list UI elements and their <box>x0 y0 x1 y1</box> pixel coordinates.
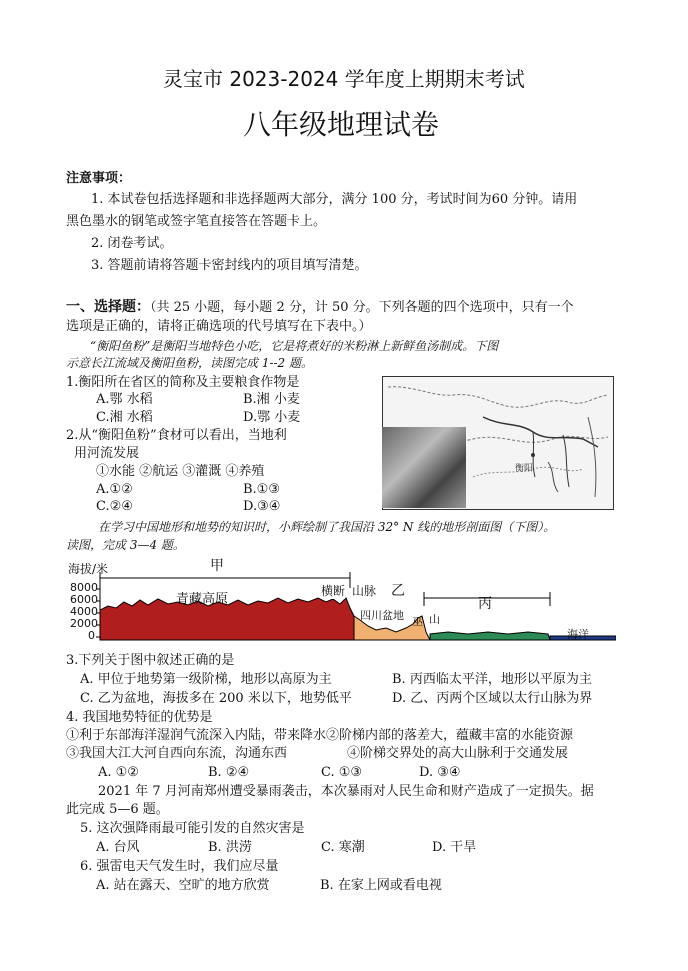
profile-label-sichuan: 四川盆地 <box>360 609 404 622</box>
section-1-desc: （共 25 小题，每小题 2 分，计 50 分。下列各题的四个选项中，只有一个 <box>150 300 574 315</box>
q4-line-2a: ③我国大江大河自西向东流，沟通东西 <box>66 746 288 761</box>
profile-label-shan: 山 <box>429 613 440 626</box>
q2-option-c: C.②④ <box>96 499 133 514</box>
q3-option-a: A. 甲位于地势第一级阶梯，地形以高原为主 <box>80 672 332 687</box>
q4-option-b: B. ②④ <box>208 765 250 780</box>
intro-1-line-2: 示意长江流域及衡阳鱼粉，读图完成 1--2 题。 <box>66 356 314 370</box>
profile-ytick-8000: 8000 <box>70 581 98 594</box>
profile-label-yi: 乙 <box>391 583 405 599</box>
q3-option-d: D. 乙、丙两个区域以太行山脉为界 <box>392 691 593 706</box>
section-1-header <box>66 298 574 317</box>
profile-label-shanmai: 山脉 <box>352 584 377 598</box>
profile-label-qingzang: 青藏高原 <box>176 592 229 607</box>
profile-ytick-0: 0 <box>88 629 95 642</box>
q3-option-c: C. 乙为盆地，海拔多在 200 米以下，地势低平 <box>80 691 352 706</box>
profile-ytick-4000: 4000 <box>70 605 98 618</box>
notice-line-3: 3. 答题前请将答题卡密封线内的项目填写清楚。 <box>91 258 368 273</box>
notice-line-1: 1. 本试卷包括选择题和非选择题两大部分，满分 100 分，考试时间为60 分钟。请用 <box>91 192 578 207</box>
profile-label-wu: 巫 <box>412 615 423 628</box>
q4-option-a: A. ①② <box>98 765 139 780</box>
q1-option-a: A.鄂 水稻 <box>96 392 153 407</box>
q4-stem: 4. 我国地势特征的优势是 <box>66 710 213 725</box>
q5-option-b: B. 洪涝 <box>208 840 252 855</box>
q1-option-c: C.湘 水稻 <box>96 410 153 425</box>
notice-line-2: 2. 闭卷考试。 <box>91 236 173 251</box>
paper-title: 八年级地理试卷 <box>243 108 440 141</box>
profile-ytick-2000: 2000 <box>70 617 98 630</box>
q2-stem-1: 2.从“衡阳鱼粉”食材可以看出，当地利 <box>66 428 287 443</box>
intro-2-line-2: 读图，完成 3—4 题。 <box>66 538 185 552</box>
profile-label-haiyang: 海洋 <box>567 628 589 641</box>
profile-label-bing: 丙 <box>478 596 492 612</box>
q4-line-1: ①利于东部海洋湿润气流深入内陆，带来降水②阶梯内部的落差大，蕴藏丰富的水能资源 <box>66 728 574 743</box>
intro-3-line-2: 此完成 5—6 题。 <box>66 802 169 817</box>
profile-label-jia: 甲 <box>210 558 224 574</box>
q6-option-a: A. 站在露天、空旷的地方欣赏 <box>96 878 270 893</box>
q2-option-a: A.①② <box>96 482 133 497</box>
profile-label-hengduan: 横断 <box>321 584 346 598</box>
q5-option-d: D. 干旱 <box>432 840 477 855</box>
q3-option-b: B. 丙西临太平洋，地形以平原为主 <box>392 672 592 687</box>
notice-heading: 注意事项： <box>66 171 132 186</box>
section-1-heading: 一、选择题： <box>66 299 150 315</box>
q1-stem: 1.衡阳所在省区的简称及主要粮食作物是 <box>66 375 300 390</box>
q4-line-2b: ④阶梯交界处的高大山脉利于交通发展 <box>347 746 569 761</box>
q2-stem-2: 用河流发展 <box>74 446 140 461</box>
fish-noodle-photo <box>382 427 466 508</box>
map-label-hengyang: 衡阳 <box>515 464 534 474</box>
q2-option-d: D.③④ <box>243 499 281 514</box>
intro-3-line-1: 2021 年 7 月河南郑州遭受暴雨袭击，本次暴雨对人民生命和财产造成了一定损失。据 <box>98 784 594 799</box>
q4-option-c: C. ①③ <box>321 765 363 780</box>
section-1-desc-2: 选项是正确的，请将正确选项的代号填写在下表中。） <box>66 319 372 334</box>
q2-option-b: B.①③ <box>243 482 280 497</box>
intro-2-line-1: 在学习中国地形和地势的知识时，小辉绘制了我国沿 32° N 线的地形剖面图（下图）。 <box>98 520 556 534</box>
intro-1-line-1: “衡阳鱼粉”是衡阳当地特色小吃，它是将煮好的米粉淋上新鲜鱼汤制成。下图 <box>90 339 499 353</box>
q1-option-b: B.湘 小麦 <box>243 392 300 407</box>
q4-option-d: D. ③④ <box>419 765 461 780</box>
profile-y-axis-label: 海拔/米 <box>68 562 109 576</box>
profile-ytick-6000: 6000 <box>70 593 98 606</box>
q5-stem: 5. 这次强降雨最可能引发的自然灾害是 <box>80 821 305 836</box>
profile-label-changjiang: 长江中下游平原 <box>447 618 524 631</box>
notice-line-1b: 黑色墨水的钢笔或签字笔直接答在答题卡上。 <box>66 214 327 229</box>
q6-stem: 6. 强雷电天气发生时，我们应尽量 <box>80 859 279 874</box>
q5-option-a: A. 台风 <box>96 840 140 855</box>
exam-title: 灵宝市 2023-2024 学年度上期期末考试 <box>163 67 525 91</box>
q3-stem: 3.下列关于图中叙述正确的是 <box>66 653 235 668</box>
q1-option-d: D.鄂 小麦 <box>243 410 301 425</box>
q2-choices: ①水能 ②航运 ③灌溉 ④养殖 <box>96 464 265 479</box>
q5-option-c: C. 寒潮 <box>321 840 365 855</box>
q6-option-b: B. 在家上网或看电视 <box>320 878 442 893</box>
